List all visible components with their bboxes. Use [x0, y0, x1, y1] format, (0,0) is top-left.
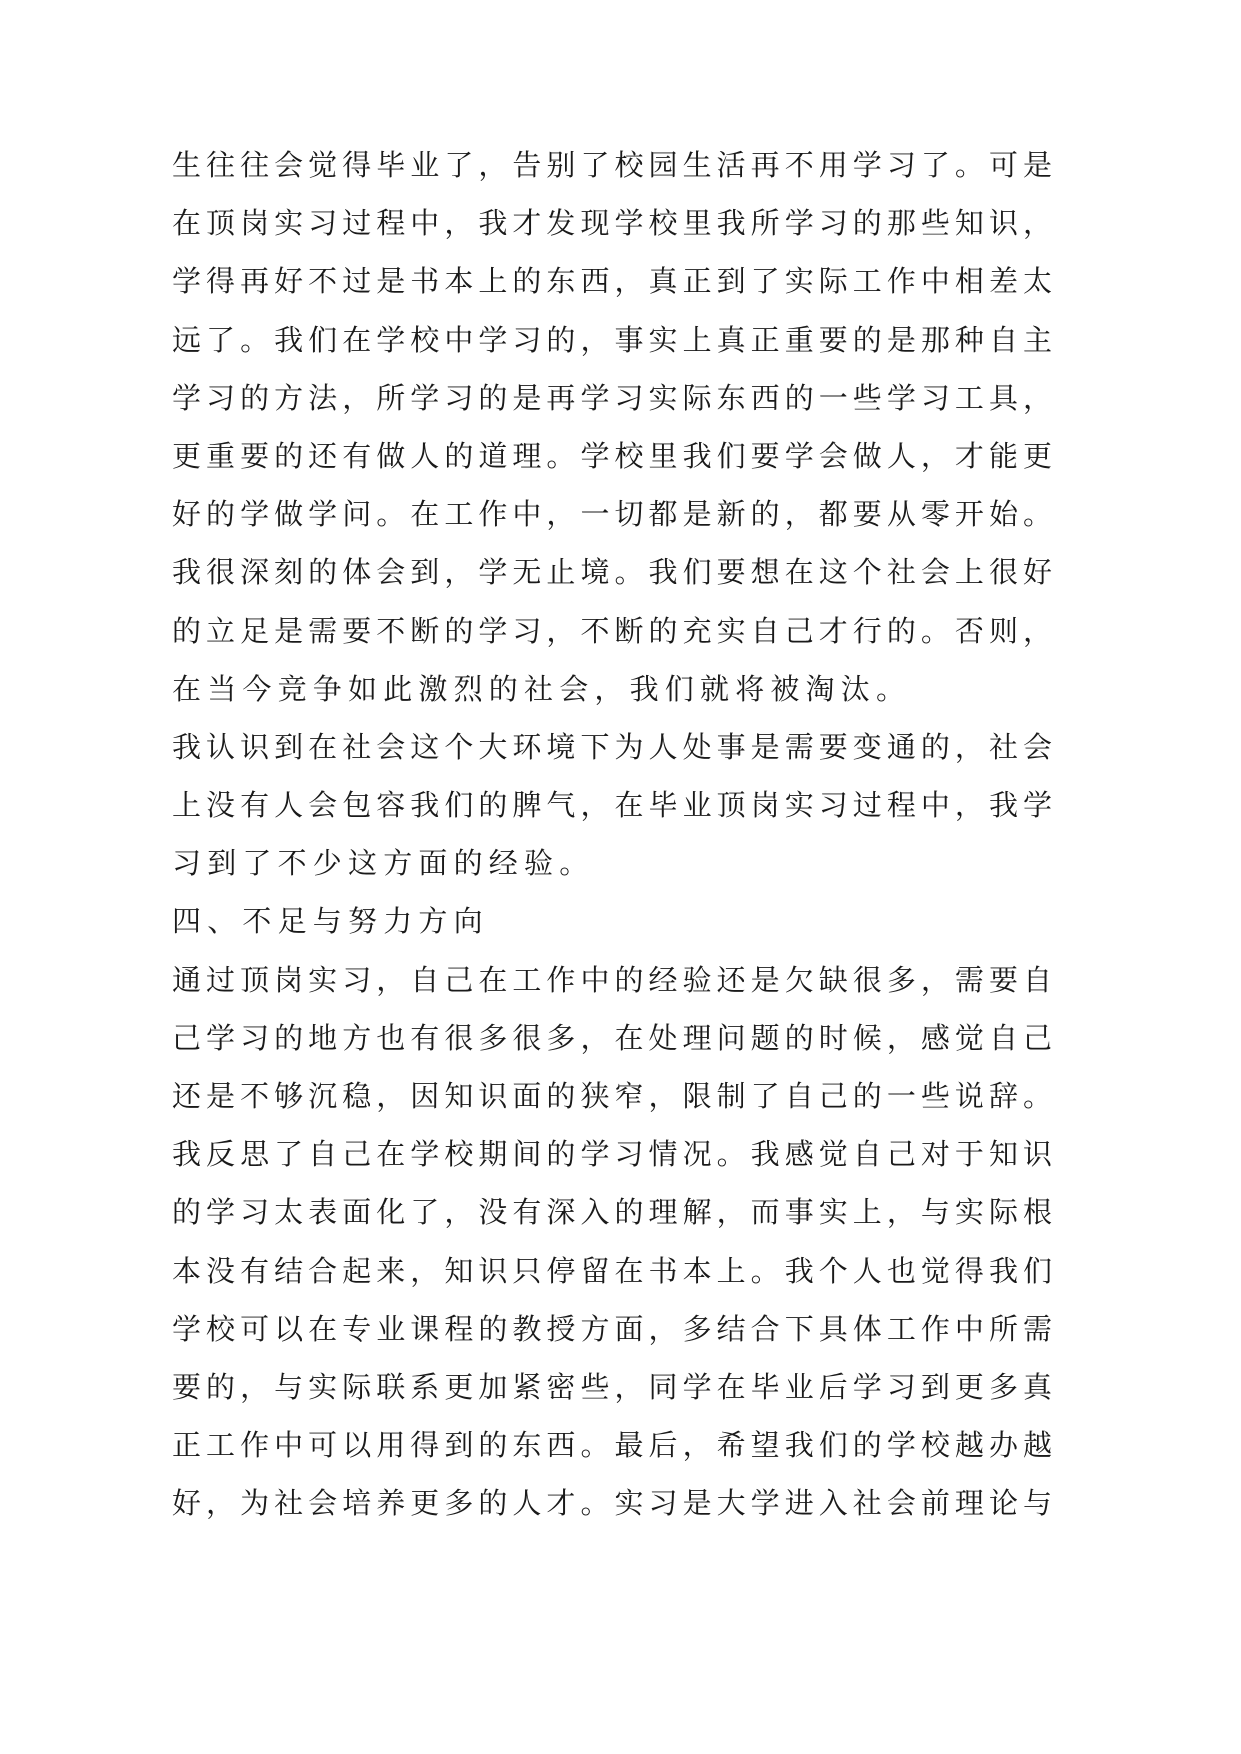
- text-line: 我认识到在社会这个大环境下为人处事是需要变通的，社会: [172, 729, 1052, 764]
- text-line: 的学习太表面化了，没有深入的理解，而事实上，与实际根: [172, 1195, 1052, 1230]
- text-line: 本没有结合起来，知识只停留在书本上。我个人也觉得我们: [172, 1253, 1052, 1288]
- text-line: 学得再好不过是书本上的东西，真正到了实际工作中相差太: [172, 264, 1052, 299]
- body-text: [172, 136, 1052, 1533]
- text-line: 我很深刻的体会到，学无止境。我们要想在这个社会上很好: [172, 555, 1052, 590]
- text-line: 己学习的地方也有很多很多，在处理问题的时候，感觉自己: [172, 1020, 1052, 1055]
- text-line: 通过顶岗实习，自己在工作中的经验还是欠缺很多，需要自: [172, 962, 1052, 997]
- text-line: 生往往会觉得毕业了，告别了校园生活再不用学习了。可是: [172, 148, 1052, 182]
- text-line: 好的学做学问。在工作中，一切都是新的，都要从零开始。: [172, 497, 1052, 532]
- text-line: 远了。我们在学校中学习的，事实上真正重要的是那种自主: [172, 322, 1052, 357]
- text-line: 上没有人会包容我们的脾气，在毕业顶岗实习过程中，我学: [172, 788, 1052, 823]
- text-line: 学校可以在专业课程的教授方面，多结合下具体工作中所需: [172, 1311, 1052, 1346]
- text-line: 还是不够沉稳，因知识面的狭窄，限制了自己的一些说辞。: [172, 1079, 1052, 1113]
- text-line: 在顶岗实习过程中，我才发现学校里我所学习的那些知识，: [172, 206, 1052, 241]
- text-line: 的立足是需要不断的学习，不断的充实自己才行的。否则，: [172, 613, 1052, 648]
- text-line: 更重要的还有做人的道理。学校里我们要学会做人，才能更: [172, 438, 1052, 473]
- text-line: 我反思了自己在学校期间的学习情况。我感觉自己对于知识: [172, 1137, 1052, 1172]
- text-line: 好，为社会培养更多的人才。实习是大学进入社会前理论与: [172, 1486, 1052, 1521]
- text-line: 学习的方法，所学习的是再学习实际东西的一些学习工具，: [172, 380, 1052, 415]
- text-line: 要的，与实际联系更加紧密些，同学在毕业后学习到更多真: [172, 1369, 1052, 1404]
- text-line: 习到了不少这方面的经验。: [172, 846, 595, 881]
- text-line: 四、不足与努力方向: [172, 904, 489, 939]
- text-line: 正工作中可以用得到的东西。最后，希望我们的学校越办越: [172, 1428, 1052, 1463]
- text-line: 在当今竞争如此激烈的社会，我们就将被淘汰。: [172, 671, 912, 706]
